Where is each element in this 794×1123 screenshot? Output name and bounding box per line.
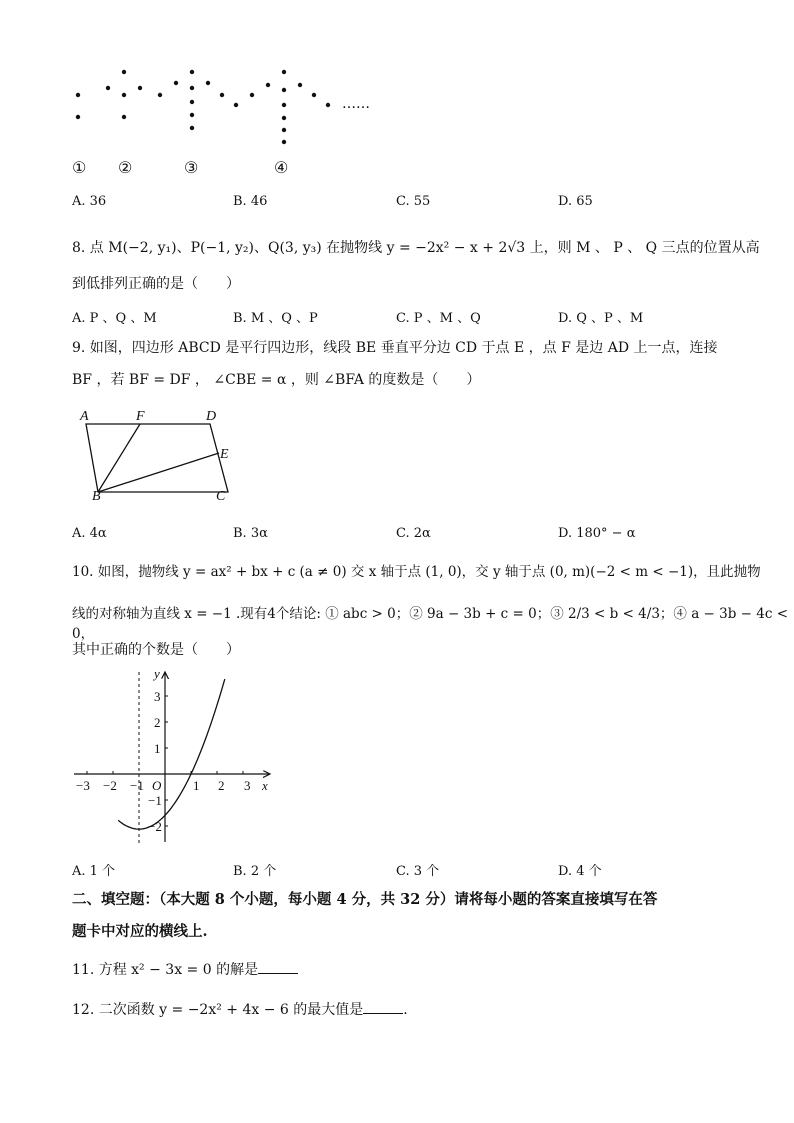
q10-stem-line2: 线的对称轴为直线 x = −1 .现有4个结论: ① abc > 0；② 9a − 3b + c = 0；③ 2/3 < b < 4/3；④ a − 3b − 4c < 0， [72,606,789,642]
x-tick-label: 2 [218,778,225,793]
q7-option-c[interactable]: C. 55 [396,194,431,209]
y-axis-label: y [154,666,160,681]
q9-option-c[interactable]: C. 2α [396,526,431,541]
q12-answer-blank[interactable] [363,1001,403,1014]
q8-stem-line1: 8. 点 M(−2, y₁)、P(−1, y₂)、Q(3, y₃) 在抛物线 y = −2x² − x + 2√3 上，则 M 、 P 、 Q 三点的位置从高 [72,240,760,256]
q7-option-a[interactable]: A. 36 [72,194,107,209]
pattern-label-4: ④ [274,158,289,177]
q10-option-c[interactable]: C. 3 个 [396,864,440,879]
q9-option-a[interactable]: A. 4α [72,526,107,541]
y-tick-label: 2 [154,715,161,730]
q10-stem-line1: 10. 如图，抛物线 y = ax² + bx + c (a ≠ 0) 交 x 轴于点 (1, 0)，交 y 轴于点 (0, m)(−2 < m < −1)，且此抛物 [72,564,761,580]
vertex-label-e: E [220,447,229,462]
parabola-graph [70,664,280,854]
vertex-label-b: B [92,489,101,502]
vertex-label-f: F [136,409,145,424]
x-tick-label: 1 [193,778,200,793]
q8-stem-line2: 到低排列正确的是（ ） [72,276,240,292]
x-tick-label: −3 [76,778,90,793]
origin-label: O [152,778,162,793]
parabola-curve [118,679,225,829]
q7-option-b[interactable]: B. 46 [233,194,268,209]
y-tick-label: 1 [154,741,161,756]
q12-period: . [403,1002,408,1018]
x-tick-label: −1 [130,778,144,793]
vertex-label-c: C [216,489,226,502]
section-2-heading-line1: 二、填空题：（本大题 8 个小题，每小题 4 分，共 32 分）请将每小题的答案直接填写在答 [72,891,658,908]
y-tick-label: −2 [148,819,162,834]
q8-option-d[interactable]: D. Q 、P 、M [558,311,644,326]
q7-option-d[interactable]: D. 65 [558,194,593,209]
q9-option-d[interactable]: D. 180° − α [558,526,636,541]
q9-stem-line1: 9. 如图，四边形 ABCD 是平行四边形，线段 BE 垂直平分边 CD 于点 E ，点 F 是边 AD 上一点，连接 [72,340,718,356]
q10-stem-line3: 其中正确的个数是（ ） [72,642,240,658]
parallelogram-figure [70,402,240,502]
section-2-heading-line2: 题卡中对应的横线上. [72,923,208,940]
q11-text: 11. 方程 x² − 3x = 0 的解是 [72,962,259,978]
q8-option-a[interactable]: A. P 、Q 、M [72,311,157,326]
q8-option-b[interactable]: B. M 、Q 、P [233,311,318,326]
x-tick-label: −2 [103,778,117,793]
x-axis-label: x [262,778,268,793]
q12-text: 12. 二次函数 y = −2x² + 4x − 6 的最大值是 [72,1002,364,1018]
q8-option-c[interactable]: C. P 、M 、Q [396,311,481,326]
y-tick-label: 3 [154,689,161,704]
q10-option-d[interactable]: D. 4 个 [558,864,602,879]
q9-stem-line2: BF ，若 BF = DF ， ∠CBE = α ，则 ∠BFA 的度数是（ ） [72,372,481,388]
x-tick-label: 3 [244,778,251,793]
y-tick-label: −1 [148,793,162,808]
q10-option-a[interactable]: A. 1 个 [72,864,116,879]
pattern-label-3: ③ [184,158,199,177]
q10-option-b[interactable]: B. 2 个 [233,864,277,879]
q11-stem [72,960,298,980]
q11-answer-blank[interactable] [258,961,298,974]
vertex-label-a: A [80,409,89,424]
pattern-label-2: ② [118,158,133,177]
q12-stem [72,1000,408,1020]
dots-ellipsis: …… [342,96,370,112]
pattern-label-1: ① [72,158,87,177]
vertex-label-d: D [206,409,217,424]
q9-option-b[interactable]: B. 3α [233,526,268,541]
